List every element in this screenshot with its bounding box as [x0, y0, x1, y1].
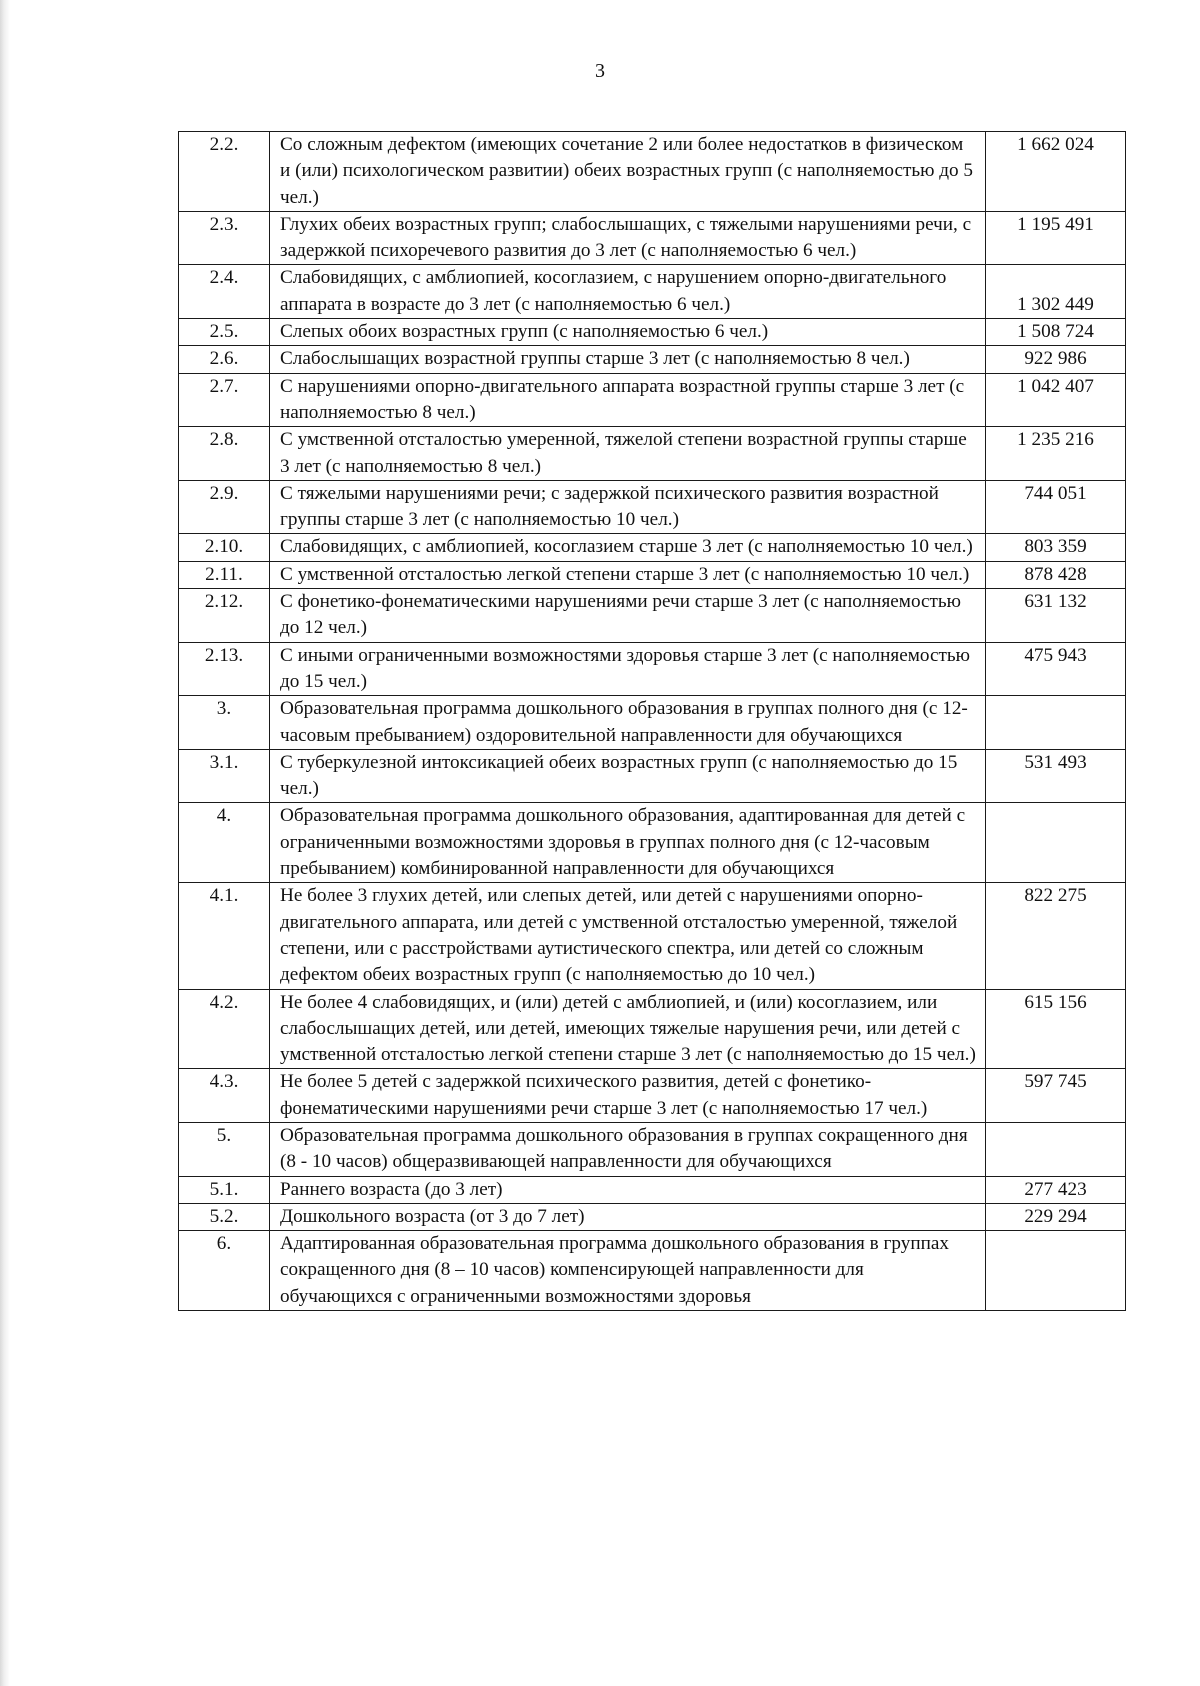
section-number: 3. — [179, 696, 270, 750]
row-description: Дошкольного возраста (от 3 до 7 лет) — [270, 1203, 986, 1230]
table-section-row — [179, 1231, 1126, 1311]
row-number: 2.6. — [179, 346, 270, 373]
scan-edge-shadow — [0, 0, 10, 1686]
row-number: 2.9. — [179, 480, 270, 534]
row-number: 4.3. — [179, 1069, 270, 1123]
row-number: 3.1. — [179, 749, 270, 803]
section-value — [986, 803, 1126, 883]
row-number: 2.10. — [179, 534, 270, 561]
section-description: Образовательная программа дошкольного образования в группах полного дня (с 12-часовым пребыванием) оздоровительной направленности для обучающихся — [270, 696, 986, 750]
page-number: 3 — [595, 60, 605, 82]
row-value: 1 662 024 — [986, 132, 1126, 212]
row-description: Раннего возраста (до 3 лет) — [270, 1176, 986, 1203]
row-value: 922 986 — [986, 346, 1126, 373]
row-number: 4.2. — [179, 989, 270, 1069]
row-value: 615 156 — [986, 989, 1126, 1069]
table-row — [179, 265, 1126, 319]
row-description: С умственной отсталостью легкой степени старше 3 лет (с наполняемостью 10 чел.) — [270, 561, 986, 588]
section-value — [986, 1122, 1126, 1176]
section-number: 4. — [179, 803, 270, 883]
row-description: Слабослышащих возрастной группы старше 3 лет (с наполняемостью 8 чел.) — [270, 346, 986, 373]
row-description: Со сложным дефектом (имеющих сочетание 2 или более недостатков в физическом и (или) психологическом развитии) обеих возрастных групп (с наполняемостью до 5 чел.) — [270, 132, 986, 212]
table-section-row — [179, 696, 1126, 750]
row-description: С умственной отсталостью умеренной, тяжелой степени возрастной группы старше 3 лет (с наполняемостью 8 чел.) — [270, 427, 986, 481]
table-row — [179, 211, 1126, 265]
table-row — [179, 561, 1126, 588]
row-number: 2.3. — [179, 211, 270, 265]
row-description: Не более 5 детей с задержкой психического развития, детей с фонетико-фонематическими нарушениями речи старше 3 лет (с наполняемостью 17 чел.) — [270, 1069, 986, 1123]
row-description: С фонетико-фонематическими нарушениями речи старше 3 лет (с наполняемостью до 12 чел.) — [270, 589, 986, 643]
table-row — [179, 132, 1126, 212]
row-value: 1 508 724 — [986, 319, 1126, 346]
row-description: Глухих обеих возрастных групп; слабослышащих, с тяжелыми нарушениями речи, с задержкой психоречевого развития до 3 лет (с наполняемостью 6 чел.) — [270, 211, 986, 265]
section-number: 5. — [179, 1122, 270, 1176]
row-value: 1 195 491 — [986, 211, 1126, 265]
table-row — [179, 989, 1126, 1069]
row-value: 597 745 — [986, 1069, 1126, 1123]
table-row — [179, 749, 1126, 803]
table-row — [179, 883, 1126, 989]
row-number: 4.1. — [179, 883, 270, 989]
row-value: 822 275 — [986, 883, 1126, 989]
table-section-row — [179, 803, 1126, 883]
row-number: 2.12. — [179, 589, 270, 643]
table-row — [179, 346, 1126, 373]
row-number: 2.11. — [179, 561, 270, 588]
table-row — [179, 642, 1126, 696]
row-value: 744 051 — [986, 480, 1126, 534]
table-row — [179, 480, 1126, 534]
table-row — [179, 373, 1126, 427]
section-value — [986, 696, 1126, 750]
section-value — [986, 1231, 1126, 1311]
row-description: Не более 3 глухих детей, или слепых детей, или детей с нарушениями опорно-двигательного аппарата, или детей с умственной отсталостью умеренной, тяжелой степени, или с расстройствами аутистического спектра, или детей со сложным дефектом обеих возрастных групп (с наполняемостью до 10 чел.) — [270, 883, 986, 989]
row-value: 277 423 — [986, 1176, 1126, 1203]
table-row — [179, 534, 1126, 561]
row-number: 2.7. — [179, 373, 270, 427]
row-value: 878 428 — [986, 561, 1126, 588]
row-value: 1 302 449 — [986, 265, 1126, 319]
row-description: С нарушениями опорно-двигательного аппарата возрастной группы старше 3 лет (с наполняемостью 8 чел.) — [270, 373, 986, 427]
row-description: Не более 4 слабовидящих, и (или) детей с амблиопией, и (или) косоглазием, или слабослышащих детей, или детей, имеющих тяжелые нарушения речи, или детей с умственной отсталостью легкой степени старше 3 лет (с наполняемостью до 15 чел.) — [270, 989, 986, 1069]
table-row — [179, 319, 1126, 346]
row-value: 229 294 — [986, 1203, 1126, 1230]
table-row — [179, 427, 1126, 481]
table-row — [179, 1069, 1126, 1123]
row-value: 803 359 — [986, 534, 1126, 561]
table-row — [179, 589, 1126, 643]
table-row — [179, 1176, 1126, 1203]
row-description: С иными ограниченными возможностями здоровья старше 3 лет (с наполняемостью до 15 чел.) — [270, 642, 986, 696]
row-number: 5.2. — [179, 1203, 270, 1230]
table-section-row — [179, 1122, 1126, 1176]
row-value: 631 132 — [986, 589, 1126, 643]
row-value: 1 042 407 — [986, 373, 1126, 427]
row-description: С туберкулезной интоксикацией обеих возрастных групп (с наполняемостью до 15 чел.) — [270, 749, 986, 803]
row-description: Слабовидящих, с амблиопией, косоглазием старше 3 лет (с наполняемостью 10 чел.) — [270, 534, 986, 561]
row-value: 531 493 — [986, 749, 1126, 803]
tariff-table — [178, 131, 1126, 1311]
row-number: 2.8. — [179, 427, 270, 481]
row-description: С тяжелыми нарушениями речи; с задержкой психического развития возрастной группы старше 3 лет (с наполняемостью 10 чел.) — [270, 480, 986, 534]
section-description: Образовательная программа дошкольного образования в группах сокращенного дня (8 - 10 часов) общеразвивающей направленности для обучающихся — [270, 1122, 986, 1176]
row-description: Слабовидящих, с амблиопией, косоглазием, с нарушением опорно-двигательного аппарата в возрасте до 3 лет (с наполняемостью 6 чел.) — [270, 265, 986, 319]
section-description: Образовательная программа дошкольного образования, адаптированная для детей с ограниченными возможностями здоровья в группах полного дня (с 12-часовым пребыванием) комбинированной направленности для обучающихся — [270, 803, 986, 883]
row-value: 1 235 216 — [986, 427, 1126, 481]
row-value: 475 943 — [986, 642, 1126, 696]
row-number: 2.4. — [179, 265, 270, 319]
section-description: Адаптированная образовательная программа дошкольного образования в группах сокращенного дня (8 – 10 часов) компенсирующей направленности для обучающихся с ограниченными возможностями здоровья — [270, 1231, 986, 1311]
row-description: Слепых обоих возрастных групп (с наполняемостью 6 чел.) — [270, 319, 986, 346]
row-number: 2.13. — [179, 642, 270, 696]
row-number: 2.2. — [179, 132, 270, 212]
row-number: 5.1. — [179, 1176, 270, 1203]
table-row — [179, 1203, 1126, 1230]
row-number: 2.5. — [179, 319, 270, 346]
section-number: 6. — [179, 1231, 270, 1311]
